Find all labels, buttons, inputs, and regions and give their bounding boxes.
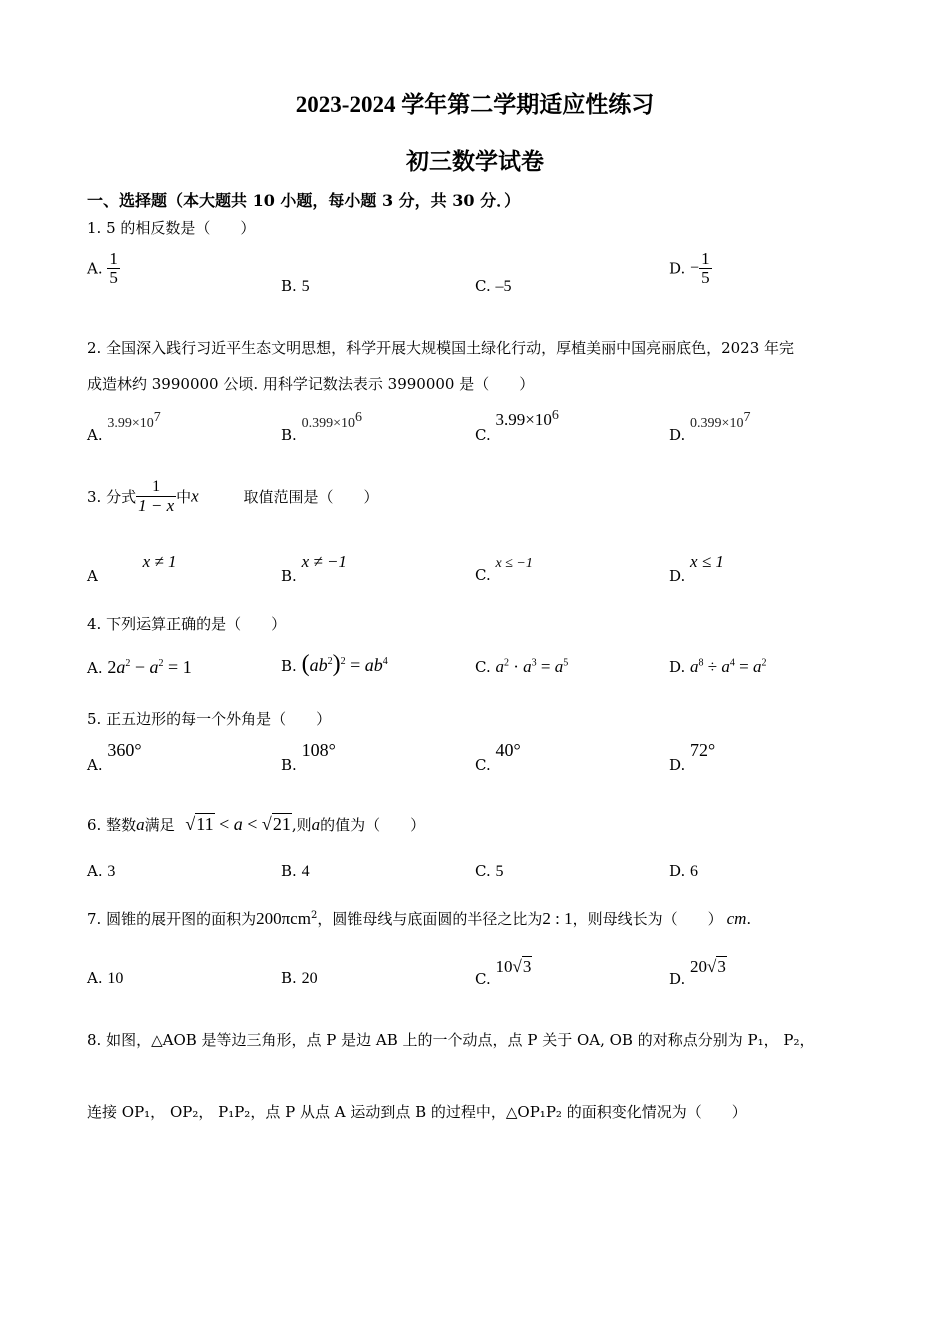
page-title: 2023-2024 学年第二学期适应性练习: [295, 92, 655, 117]
q3-option-d: D. x ≤ 1: [669, 552, 724, 585]
q5-option-d: D. 72°: [669, 740, 716, 774]
q3-fraction: $\frac{1}{1 - x}$: [138, 478, 175, 515]
q4-option-a: A. $2a^2 - a^2 = 1$: [87, 657, 192, 677]
q4-option-c: C. $a^2 \cdot a^3 = a^5$: [475, 657, 569, 676]
question-2-line-1: 2. 全国深入践行习近平生态文明思想，科学开展大规模国土绿化行动，厚植美丽中国亮丽底色，2023 年完: [87, 339, 795, 357]
q4-option-d: D. $a^8 \div a^4 = a^2$: [669, 657, 767, 676]
q1-option-a: A. $\frac{1}{5}$: [87, 249, 118, 287]
question-3-stem: 3. 分式 $\frac{1}{1 - x}$ 中x 取值范围是（ ）: [87, 478, 379, 515]
question-6-stem: 6. 整数a满足 √11 < a < √21,则a的值为（ ）: [87, 814, 426, 834]
q2-option-b: B. $0.399\times 10^6$: [281, 410, 362, 444]
question-4-stem: 4. 下列运算正确的是（ ）: [87, 615, 287, 633]
question-1-stem: 1. 5 的相反数是（ ）: [87, 219, 256, 237]
q1-option-b: B. 5: [281, 277, 310, 295]
q6-option-a: A. 3: [87, 862, 116, 880]
q2-option-d: D. $0.399\times 10^7$: [669, 410, 751, 444]
q7-option-c: C. 10√3: [475, 957, 532, 988]
q1-option-d: D. − $\frac{1}{5}$: [669, 249, 710, 287]
question-8-line-2: 连接 OP₁， OP₂， P₁P₂，点 P 从点 A 运动到点 B 的过程中，△OP₁P₂ 的面积变化情况为（ ）: [87, 1103, 747, 1121]
q6-option-d: D. 6: [669, 862, 699, 880]
q1-d-fraction: $\frac{1}{5}$: [701, 249, 710, 287]
q7-option-a: A. 10: [87, 969, 124, 987]
q5-option-c: C. 40°: [475, 740, 521, 774]
q6-option-b: B. 4: [281, 862, 310, 880]
q1-option-c: C. –5: [475, 277, 512, 295]
q6-option-c: C. 5: [475, 862, 504, 880]
question-5-stem: 5. 正五边形的每一个外角是（ ）: [87, 710, 332, 728]
page-subtitle: 初三数学试卷: [406, 149, 544, 174]
q5-option-a: A. 360°: [87, 740, 142, 774]
q3-option-a: A x ≠ 1: [87, 552, 177, 585]
q3-option-c: C. x ≤ −1: [475, 556, 533, 584]
q2-option-a: A. $3.99\times 10^7$: [87, 410, 161, 444]
question-8-line-1: 8. 如图，△AOB 是等边三角形，点 P 是边 AB 上的一个动点，点 P 关于 OA, OB 的对称点分别为 P₁， P₂，: [87, 1031, 815, 1049]
q4-option-b: B. $(ab^2)^2 = ab^4$: [281, 651, 388, 677]
q5-option-b: B. 108°: [281, 740, 336, 774]
q2-option-c: C. $3.99\times 10^6$: [475, 408, 559, 444]
q7-option-b: B. 20: [281, 969, 318, 987]
q7-option-d: D. 20√3: [669, 957, 726, 988]
q1-a-fraction: $\frac{1}{5}$: [109, 249, 118, 287]
question-7-stem: 7. 圆锥的展开图的面积为200πcm$^2$，圆锥母线与底面圆的半径之比为2 : 1，则母线长为（ ） cm.: [87, 909, 752, 928]
q3-option-b: B. x ≠ −1: [281, 552, 347, 585]
section-heading: 一、选择题（本大题共 10 小题，每小题 3 分，共 30 分．）: [87, 191, 521, 210]
question-2-line-2: 成造林约 3990000 公顷. 用科学记数法表示 3990000 是（ ）: [87, 375, 535, 393]
